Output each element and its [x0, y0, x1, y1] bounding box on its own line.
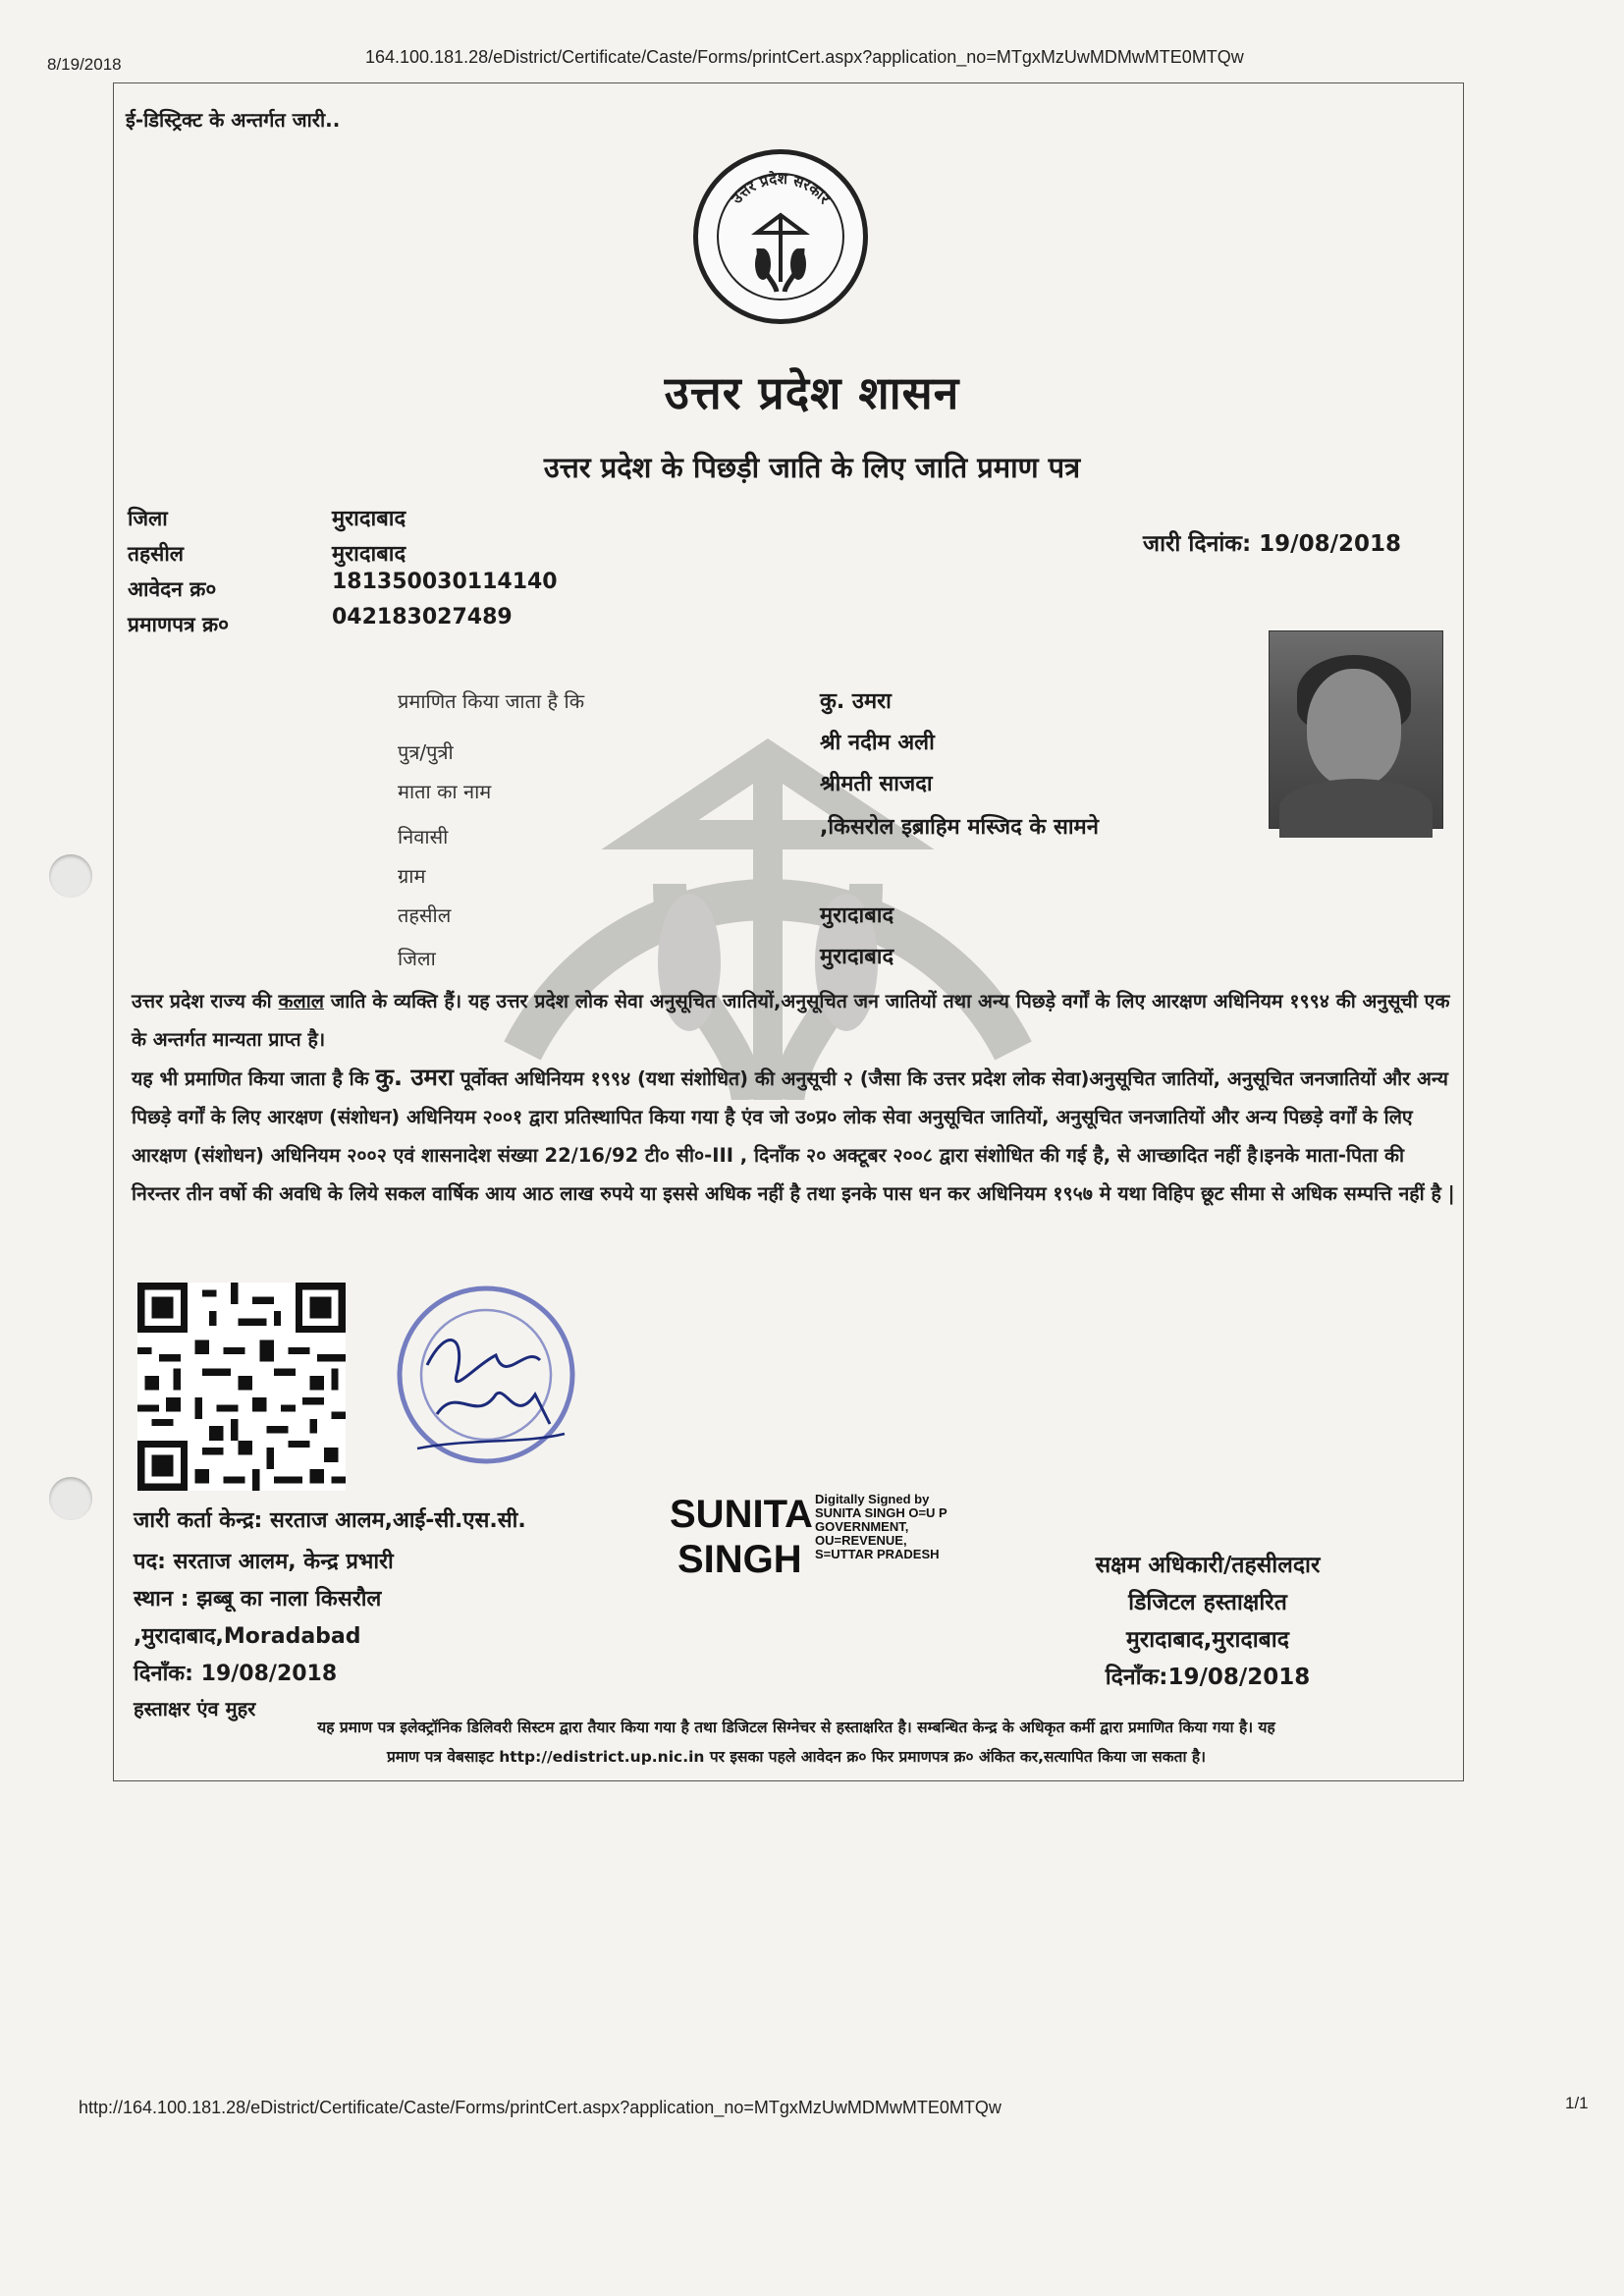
applicant-name-inline: कु. उमरा [375, 1064, 454, 1091]
district-label: जिला [128, 507, 168, 530]
competent-officer-title: सक्षम अधिकारी/तहसीलदार [1095, 1553, 1321, 1578]
caste-name: कलाल [278, 990, 324, 1012]
print-date: 8/19/2018 [47, 55, 122, 74]
print-url: 164.100.181.28/eDistrict/Certificate/Caste/Forms/printCert.aspx?application_no=MTgxMzUwMDMwMTE0MTQw [365, 47, 1244, 67]
issuer-post: पद: सरताज आलम, केन्द्र प्रभारी [134, 1550, 394, 1574]
certificate-number-value: 042183027489 [332, 605, 513, 629]
seal-text: उत्तर प्रदेश सरकार [728, 169, 834, 208]
field-label-mother: माता का नाम [398, 780, 492, 803]
caste-statement-paragraph: उत्तर प्रदेश राज्य की कलाल जाति के व्यक्ति हैं। यह उत्तर प्रदेश लोक सेवा अनुसूचित जातियों,अनुसूचित जन जातियों तथा अन्य पिछड़े वर्गों के लिए आरक्षण अधिनियम १९९४ की अनुसूची एक के अन्तर्गत मान्यता प्राप्त है। [132, 990, 1450, 1051]
certificate-subtitle: उत्तर प्रदेश के पिछड़ी जाति के लिए जाति प्रमाण पत्र [543, 451, 1081, 484]
disclaimer-line2: प्रमाण पत्र वेबसाइट http://edistrict.up.nic.in पर इसका पहले आवेदन क्र० फिर प्रमाणपत्र क्र० अंकित कर,सत्यापित किया जा सकता है। [386, 1748, 1207, 1766]
print-footer-url: http://164.100.181.28/eDistrict/Certificate/Caste/Forms/printCert.aspx?application_no=MTgxMzUwMDMwMTE0MTQw [79, 2098, 1001, 2117]
issuer-place-line1: स्थान : झब्बू का नाला किसरौल [134, 1587, 382, 1612]
creamy-layer-paragraph: यह भी प्रमाणित किया जाता है कि कु. उमरा पूर्वोक्त अधिनियम १९९४ (यथा संशोधित) की अनुसूची २ (जैसा कि उत्तर प्रदेश लोक सेवा)अनुसूचित जातियों, अनुसूचित जनजातियों और अन्य पिछड़े वर्गों के लिए आरक्षण (संशोधन) अधिनियम २००१ द्वारा प्रतिस्थापित किया गया है एंव जो उ०प्र० लोक सेवा अनुसूचित जातियों, अनुसूचित जनजातियों और अन्य पिछड़े वर्गों के लिए आरक्षण (संशोधन) अधिनियम २००२ एवं शासनादेश संख्या 22/16/92 टी० सी०-III , दिनाँक २० अक्टूबर २००८ द्वारा संशोधित की गई है, से आच्छादित नहीं है।इनके माता-पिता की निरन्तर तीन वर्षो की अवधि के लिये सकल वार्षिक आय आठ लाख रुपये या इससे अधिक नहीं है तथा इनके पास धन कर अधिनियम १९५७ मे यथा विहिप छूट सीमा से अधिक सम्पत्ति नहीं है | [132, 1064, 1455, 1205]
certificate-number-label: प्रमाणपत्र क्र० [128, 613, 230, 636]
field-label-village: ग्राम [398, 864, 426, 888]
field-value-tehsil: मुरादाबाद [820, 903, 894, 928]
field-label-district: जिला [398, 947, 436, 970]
punch-hole [49, 854, 92, 898]
up-government-seal [693, 149, 868, 324]
field-value-address: ,किसरोल इब्राहिम मस्जिद के सामने [820, 815, 1099, 840]
punch-hole [49, 1477, 92, 1520]
issuer-stamp-signature [358, 1277, 614, 1493]
qr-code [137, 1283, 346, 1491]
applicant-photo [1269, 630, 1443, 829]
issuing-centre: जारी कर्ता केन्द्र: सरताज आलम,आई-सी.एस.सी. [134, 1508, 526, 1533]
tehsil-value: मुरादाबाद [332, 542, 406, 567]
issuer-date: दिनाँक: 19/08/2018 [134, 1662, 338, 1686]
field-label-son-daughter: पुत्र/पुत्री [398, 740, 454, 764]
issuer-place-line2: ,मुरादाबाद,Moradabad [134, 1624, 361, 1649]
issued-under-text: ई-डिस्ट्रिक्ट के अन्तर्गत जारी.. [126, 108, 341, 132]
field-label-certified: प्रमाणित किया जाता है कि [398, 689, 585, 713]
tehsil-label: तहसील [128, 542, 184, 566]
digital-signature-details: Digitally Signed by SUNITA SINGH O=U P GOVERNMENT, OU=REVENUE, S=UTTAR PRADESH [815, 1492, 947, 1561]
field-value-father: श्री नदीम अली [820, 731, 935, 755]
field-value-name: कु. उमरा [820, 689, 892, 714]
digitally-signed-label: डिजिटल हस्ताक्षरित [1128, 1590, 1287, 1615]
certificate-title: उत्तर प्रदेश शासन [664, 366, 960, 419]
svg-text:उत्तर प्रदेश सरकार [728, 170, 835, 208]
field-value-mother: श्रीमती साजदा [820, 772, 933, 796]
district-value: मुरादाबाद [332, 507, 406, 531]
signature-and-seal-label: हस्ताक्षर एंव मुहर [134, 1697, 256, 1721]
officer-date: दिनाँक:19/08/2018 [1105, 1665, 1311, 1690]
print-page-number: 1/1 [1565, 2094, 1589, 2112]
field-value-district: मुरादाबाद [820, 945, 894, 969]
application-number-label: आवेदन क्र० [128, 577, 217, 601]
field-label-resident: निवासी [398, 825, 449, 848]
field-label-tehsil: तहसील [398, 903, 452, 927]
officer-place: मुरादाबाद,मुरादाबाद [1126, 1627, 1289, 1653]
issue-date: जारी दिनांक: 19/08/2018 [1143, 531, 1401, 557]
digital-signer-name-line2: SINGH [677, 1538, 802, 1581]
disclaimer-line1: यह प्रमाण पत्र इलेक्ट्रॉनिक डिलिवरी सिस्टम द्वारा तैयार किया गया है तथा डिजिटल सिग्नेचर से हस्ताक्षरित है। सम्बन्धित केन्द्र के अधिकृत कर्मी द्वारा प्रमाणित किया गया है। यह [317, 1719, 1275, 1736]
application-number-value: 181350030114140 [332, 570, 558, 594]
digital-signer-name-line1: SUNITA [670, 1493, 813, 1536]
